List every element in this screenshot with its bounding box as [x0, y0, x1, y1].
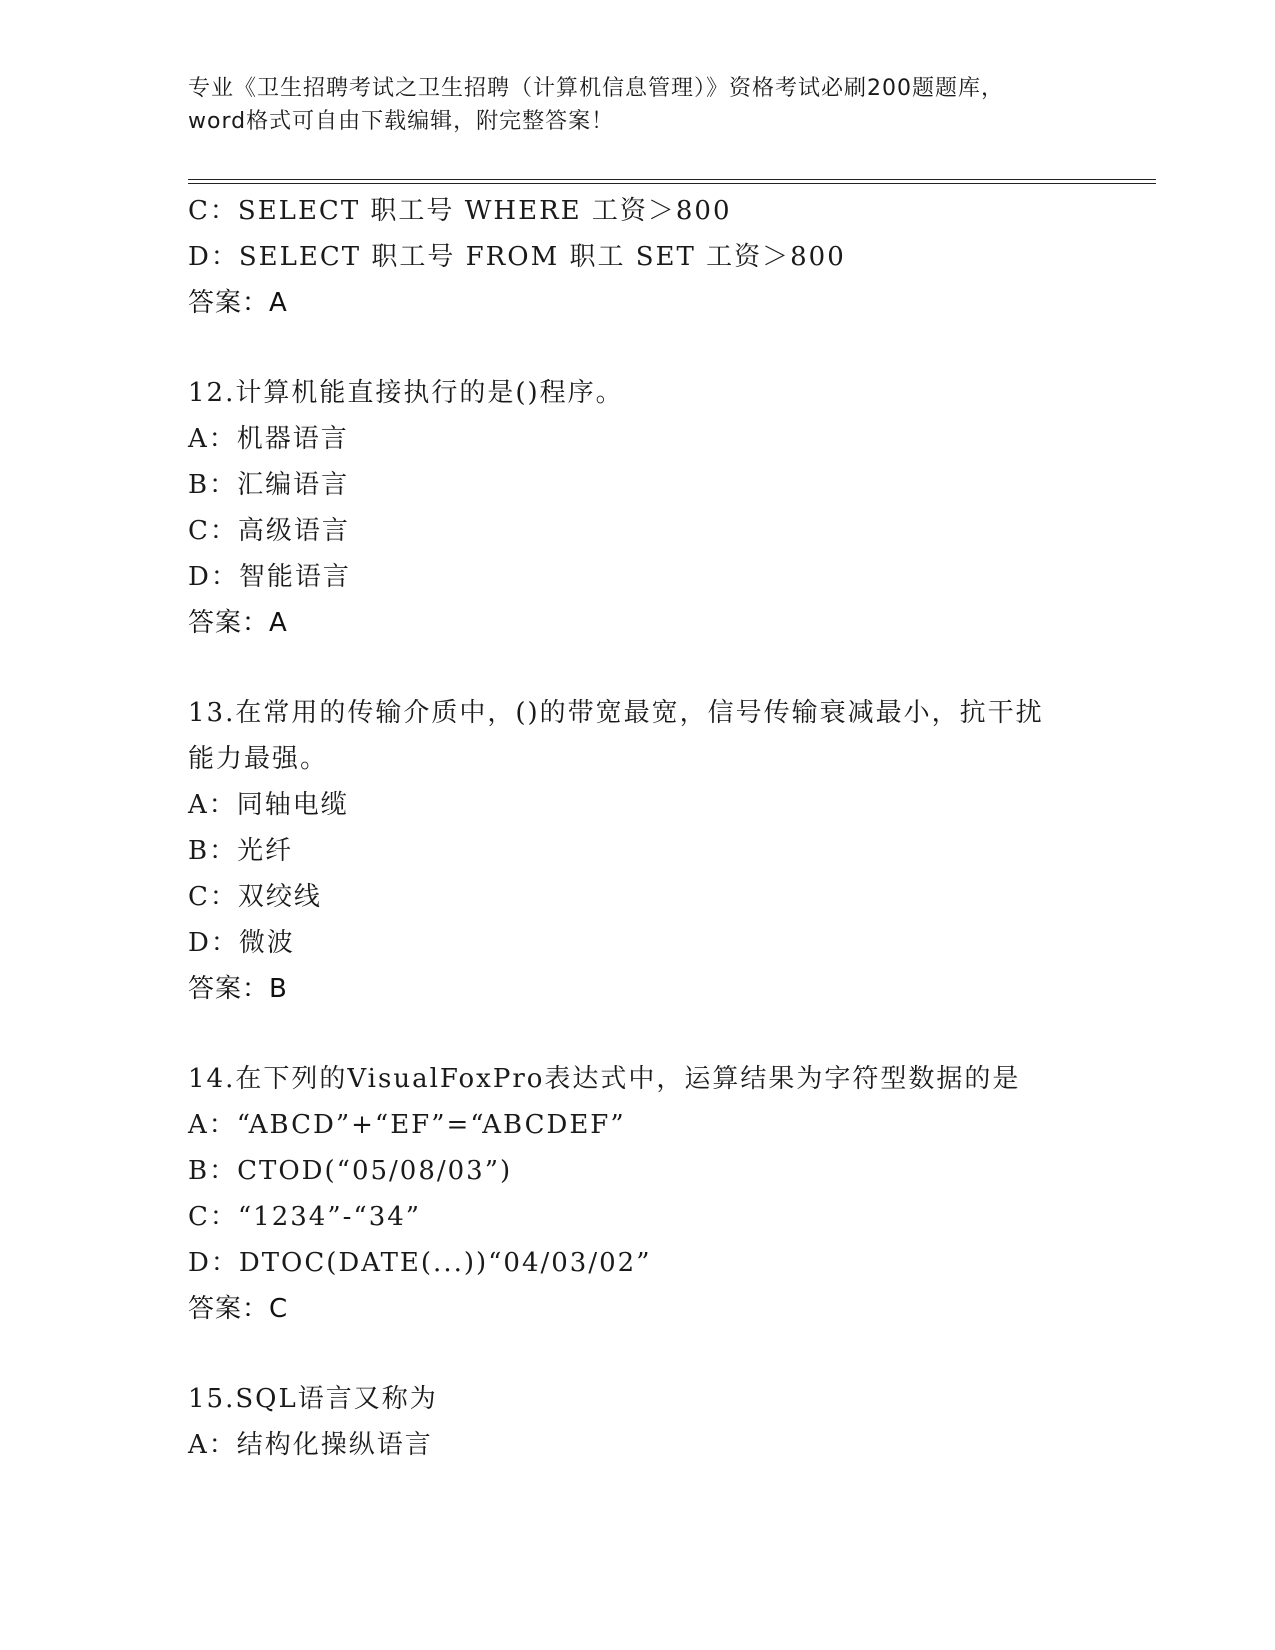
q11-option-c: C：SELECT 职工号 WHERE 工资＞800 [188, 196, 732, 226]
q12-option-a: A：机器语言 [188, 424, 349, 454]
q12-question: 12.计算机能直接执行的是()程序。 [188, 378, 624, 408]
header-title-line-1: 专业《卫生招聘考试之卫生招聘（计算机信息管理）》资格考试必刷200题题库， [188, 76, 1004, 101]
q13-option-a: A：同轴电缆 [188, 790, 349, 820]
q13-question-line-1: 13.在常用的传输介质中，()的带宽最宽，信号传输衰减最小，抗干扰 [188, 698, 1044, 728]
q14-option-b: B：CTOD(“05/08/03”) [188, 1156, 513, 1186]
q12-option-c: C：高级语言 [188, 516, 350, 546]
q15-question: 15.SQL语言又称为 [188, 1384, 438, 1414]
question-spacer [188, 326, 1088, 370]
header-divider-bottom [188, 183, 1156, 184]
q12-option-b: B：汇编语言 [188, 470, 350, 500]
q11-answer: 答案：A [188, 288, 288, 318]
document-header [188, 72, 1088, 138]
q11-option-d: D：SELECT 职工号 FROM 职工 SET 工资＞800 [188, 242, 846, 272]
q14-option-a: A：“ABCD”+“EF”=“ABCDEF” [188, 1110, 626, 1140]
question-spacer [188, 1332, 1088, 1376]
q14-option-c: C：“1234”-“34” [188, 1202, 422, 1232]
question-spacer [188, 646, 1088, 690]
q12-answer: 答案：A [188, 608, 288, 638]
q12-option-d: D：智能语言 [188, 562, 351, 592]
q13-option-d: D：微波 [188, 928, 295, 958]
q15-option-a: A：结构化操纵语言 [188, 1430, 433, 1460]
q13-answer: 答案：B [188, 974, 288, 1004]
q14-option-d: D：DTOC(DATE(...))“04/03/02” [188, 1248, 652, 1278]
q13-option-b: B：光纤 [188, 836, 294, 866]
question-list [188, 188, 1088, 1468]
q13-question-line-2: 能力最强。 [188, 744, 329, 774]
question-spacer [188, 1012, 1088, 1056]
q14-answer: 答案：C [188, 1294, 289, 1324]
header-divider-top [188, 179, 1156, 180]
q13-option-c: C：双绞线 [188, 882, 322, 912]
header-title-line-2: word格式可自由下载编辑，附完整答案！ [188, 109, 615, 134]
q14-question: 14.在下列的VisualFoxPro表达式中，运算结果为字符型数据的是 [188, 1064, 1021, 1094]
